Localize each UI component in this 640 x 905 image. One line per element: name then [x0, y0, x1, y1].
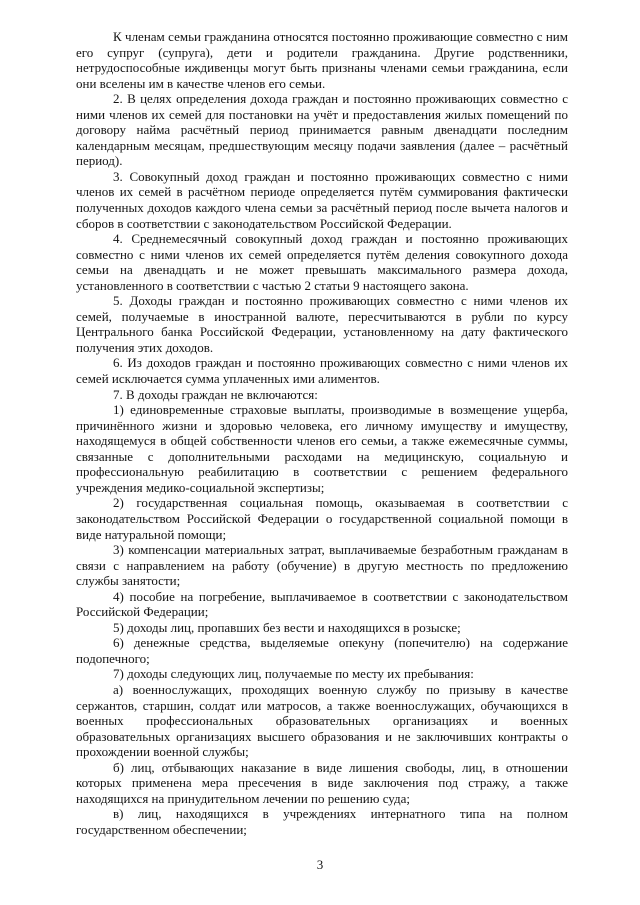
exclusion-item-4: 4) пособие на погребение, выплачиваемое в соответствии с законодательством Российской Федерации;	[76, 588, 568, 620]
exclusion-item-6: 6) денежные средства, выделяемые опекуну (попечителю) на содержание подопечного;	[76, 635, 568, 666]
paragraph-4-average-monthly-income: 4. Среднемесячный совокупный доход граждан и постоянно проживающих совместно с ними членов их семей определяется путём деления совокупного дохода семьи на двенадцать и не может превышать максимального размера дохода, установленного в соответствии с частью 2 статьи 9 настоящего закона.	[76, 231, 568, 293]
paragraph-3-total-income: 3. Совокупный доход граждан и постоянно проживающих совместно с ними членов их семей в расчётном периоде определяется путём суммирования фактически полученных доходов каждого члена семьи за расчётный период после вычета налогов и сборов в соответствии с законодательством Российской Федерации.	[76, 168, 568, 231]
exclusion-item-2: 2) государственная социальная помощь, оказываемая в соответствии с законодательством Российской Федерации о государственной социальной помощи в виде натуральной помощи;	[76, 495, 568, 542]
exclusion-item-3: 3) компенсации материальных затрат, выплачиваемые безработным гражданам в связи с направлением на работу (обучение) в другую местность по предложению службы занятости;	[76, 542, 568, 589]
paragraph-family-members: К членам семьи гражданина относятся постоянно проживающие совместно с ним его супруг (супруга), дети и родители гражданина. Другие родственники, нетрудоспособные иждивенцы могут быть признаны членами семьи гражданина, если они вселены им в качестве членов его семьи.	[76, 29, 568, 91]
exclusion-item-1: 1) единовременные страховые выплаты, производимые в возмещение ущерба, причинённого жизни и здоровью человека, его личному имуществу и имуществу, находящемуся в общей собственности членов его семьи, а также ежемесячные суммы, связанные с дополнительными расходами на медицинскую, социальную и профессиональную реабилитацию в соответствии с решением федерального учреждения медико-социальной экспертизы;	[76, 402, 568, 495]
paragraph-5-foreign-currency: 5. Доходы граждан и постоянно проживающих совместно с ними членов их семей, получаемые в иностранной валюте, пересчитываются в рубли по курсу Центрального банка Российской Федерации, установленному на дату фактического получения этих доходов.	[76, 293, 568, 355]
paragraph-2-calculation-period: 2. В целях определения дохода граждан и постоянно проживающих совместно с ними членов их семей для постановки на учёт и предоставления жилых помещений по договору найма расчётный период принимается равным двенадцати последним календарным месяцам, предшествующим месяцу подачи заявления (далее – расчётный период).	[76, 91, 568, 169]
paragraph-6-alimony: 6. Из доходов граждан и постоянно проживающих совместно с ними членов их семей исключается сумма уплаченных ими алиментов.	[76, 355, 568, 387]
exclusion-item-5: 5) доходы лиц, пропавших без вести и находящихся в розыске;	[113, 619, 461, 635]
exclusion-item-7: 7) доходы следующих лиц, получаемые по месту их пребывания:	[113, 666, 474, 682]
exclusion-subitem-b: б) лиц, отбывающих наказание в виде лишения свободы, лиц, в отношении которых применена мера пресечения в виде заключения под стражу, а также находящихся на принудительном лечении по решению суда;	[76, 759, 568, 806]
page-number: 3	[316, 857, 324, 872]
paragraph-7-exclusions-heading: 7. В доходы граждан не включаются:	[113, 386, 318, 402]
exclusion-subitem-a: а) военнослужащих, проходящих военную службу по призыву в качестве сержантов, старшин, солдат или матросов, а также военнослужащих, обучающихся в военных профессиональных образовательных организациях и военных образовательных организациях высшего образования и не заключивших контракты о прохождении военной службы;	[76, 681, 568, 760]
exclusion-subitem-v: в) лиц, находящихся в учреждениях интернатного типа на полном государственном обеспечении;	[76, 806, 568, 837]
document-page	[76, 29, 568, 837]
